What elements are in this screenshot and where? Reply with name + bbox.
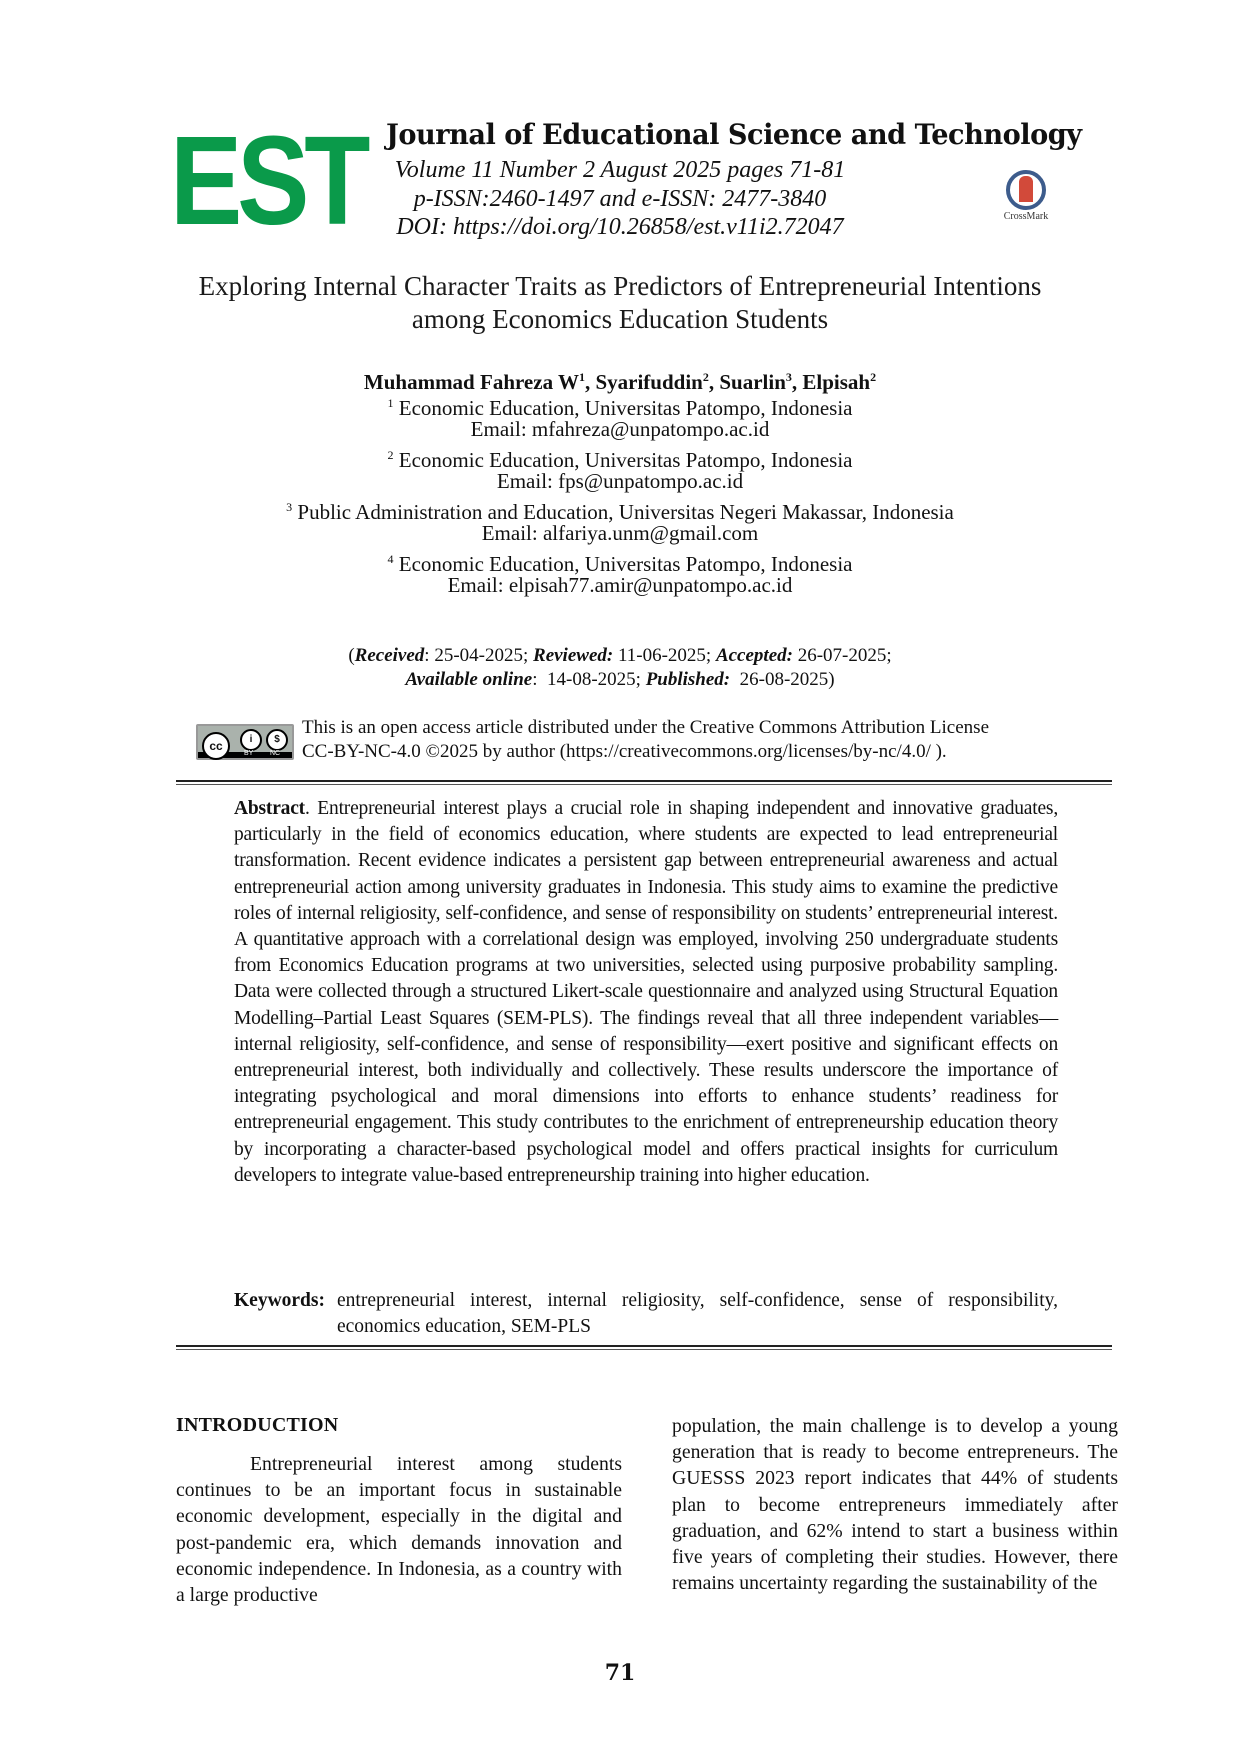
received-label: Received <box>354 645 425 666</box>
keywords: Keywords: entrepreneurial interest, internal religiosity, self-confidence, sense of responsibility, economics education, SEM-PLS <box>234 1288 1058 1340</box>
available-date: 14-08-2025 <box>547 669 636 690</box>
journal-title: Journal of Educational Science and Technology <box>386 118 1082 151</box>
author: Muhammad Fahreza W <box>363 370 579 394</box>
crossmark-icon <box>1006 170 1046 210</box>
affiliation-email[interactable]: Email: alfariya.unm@gmail.com <box>481 521 759 545</box>
by-label: BY <box>244 750 254 757</box>
doi-line[interactable]: DOI: https://doi.org/10.26858/est.v11i2.72047 <box>396 214 844 240</box>
author: Elpisah <box>802 370 871 394</box>
affiliation-name: Economic Education, Universitas Patompo, Indonesia <box>398 552 853 576</box>
author-sup: 1 <box>578 370 585 384</box>
available-label: Available online <box>405 669 533 690</box>
keywords-text: entrepreneurial interest, internal religiosity, self-confidence, sense of responsibility, economics education, SEM-PLS <box>337 1290 1058 1337</box>
divider-top <box>176 780 1112 785</box>
affiliation-name: Economic Education, Universitas Patompo, Indonesia <box>398 448 853 472</box>
paper-title <box>150 270 1090 336</box>
intro-left-column: Entrepreneurial interest among students continues to be an important focus in sustainable economic development, especially in the digital and post-pandemic era, which demands innovation and economic independence. In Indonesia, as a country with a large productive <box>176 1453 622 1607</box>
accepted-date: 26-07-2025 <box>797 645 887 666</box>
section-heading-introduction: INTRODUCTION <box>176 1414 339 1436</box>
affiliation-name: Economic Education, Universitas Patompo, Indonesia <box>398 396 853 420</box>
cc-license-badge[interactable] <box>196 724 294 760</box>
keywords-label: Keywords <box>234 1290 319 1311</box>
author-sup: 2 <box>870 370 877 384</box>
intro-right-column: population, the main challenge is to develop a young generation that is ready to become entrepreneurs. The GUESSS 2023 report indicates that 44% of students plan to become entrepreneurs immediately after graduation, and 62% intend to start a business within five years of completing their studies. However, there remains uncertainty regarding the sustainability of the <box>672 1415 1118 1595</box>
abstract-text: . Entrepreneurial interest plays a crucial role in shaping independent and innovative graduates, particularly in the field of economics education, where students are expected to lead entrepreneurial transformation. Recent evidence indicates a persistent gap between entrepreneurial awareness and actual entrepreneurial action among university graduates in Indonesia. This study aims to examine the predictive roles of internal religiosity, self-confidence, and sense of responsibility on students’ entrepreneurial interest. A quantitative approach with a correlational design was employed, involving 250 undergraduate students from Economics Education programs at two universities, selected using purposive probability sampling. Data were collected through a structured Likert-scale questionnaire and analyzed using Structural Equation Modelling–Partial Least Squares (SEM-PLS). The findings reveal that all three independent variables—internal religiosity, self-confidence, and sense of responsibility—exert positive and significant effects on entrepreneurial interest, both individually and collectively. These results underscore the importance of integrating psychological and moral dimensions into efforts to enhance students’ readiness for entrepreneurial engagement. This study contributes to the enrichment of entrepreneurship education theory by incorporating a character-based psychological model and offers practical insights for curriculum developers to integrate value-based entrepreneurship training into higher education. <box>234 798 1058 1186</box>
page-number: 71 <box>604 1660 636 1686</box>
crossmark-label: CrossMark <box>1003 211 1049 222</box>
author: Syarifuddin <box>595 370 703 394</box>
affiliation-sup: 4 <box>387 552 394 566</box>
crossmark-badge[interactable] <box>996 170 1056 226</box>
issn-line: p-ISSN:2460-1497 and e-ISSN: 2477-3840 <box>413 185 827 212</box>
journal-logo: EST <box>170 110 366 251</box>
affiliation-email[interactable]: Email: mfahreza@unpatompo.ac.id <box>470 417 770 441</box>
accepted-label: Accepted: <box>715 645 793 666</box>
received-date: 25-04-2025 <box>434 645 523 666</box>
license-line-2[interactable]: CC-BY-NC-4.0 ©2025 by author (https://creativecommons.org/licenses/by-nc/4.0/ ). <box>302 741 947 762</box>
article-dates: (Received: 25-04-2025; Reviewed: 11-06-2025; Accepted: 26-07-2025; Available online: 14-08-2025; Published: 26-08-2025) <box>348 645 892 690</box>
license-text <box>302 716 1062 764</box>
reviewed-date: 11-06-2025 <box>617 645 706 666</box>
nc-label: NC <box>270 750 281 757</box>
volume-line: Volume 11 Number 2 August 2025 pages 71-81 <box>394 157 846 183</box>
published-date: 26-08-2025 <box>739 669 829 690</box>
cc-icon: cc <box>202 732 230 760</box>
paper-title-line-2: among Economics Education Students <box>411 304 829 334</box>
reviewed-label: Reviewed: <box>533 645 614 666</box>
affiliation-email[interactable]: Email: elpisah77.amir@unpatompo.ac.id <box>447 573 793 597</box>
author-sup: 3 <box>785 370 792 384</box>
published-label: Published: <box>645 669 731 690</box>
noncommercial-icon: $ <box>266 729 288 751</box>
author-sup: 2 <box>702 370 709 384</box>
affiliation-sup: 2 <box>387 448 394 462</box>
affiliation-sup: 3 <box>286 500 293 514</box>
affiliation-sup: 1 <box>387 396 394 410</box>
abstract <box>234 796 1058 1189</box>
affiliation-email[interactable]: Email: fps@unpatompo.ac.id <box>496 469 744 493</box>
affiliation-name: Public Administration and Education, Universitas Negeri Makassar, Indonesia <box>297 500 954 524</box>
author: Suarlin <box>719 370 786 394</box>
journal-meta <box>350 156 890 242</box>
paper-title-line-1: Exploring Internal Character Traits as Predictors of Entrepreneurial Intentions <box>198 271 1042 301</box>
abstract-label: Abstract <box>234 798 305 819</box>
divider-bottom <box>176 1345 1112 1350</box>
author-list: Muhammad Fahreza $W^1$, Syarifuddin$^2$, Suarlin$^3$, Elpisah$^2$ <box>363 370 877 394</box>
license-line-1: This is an open access article distributed under the Creative Commons Attribution License <box>302 717 989 738</box>
by-attribution-icon: i <box>240 729 262 751</box>
